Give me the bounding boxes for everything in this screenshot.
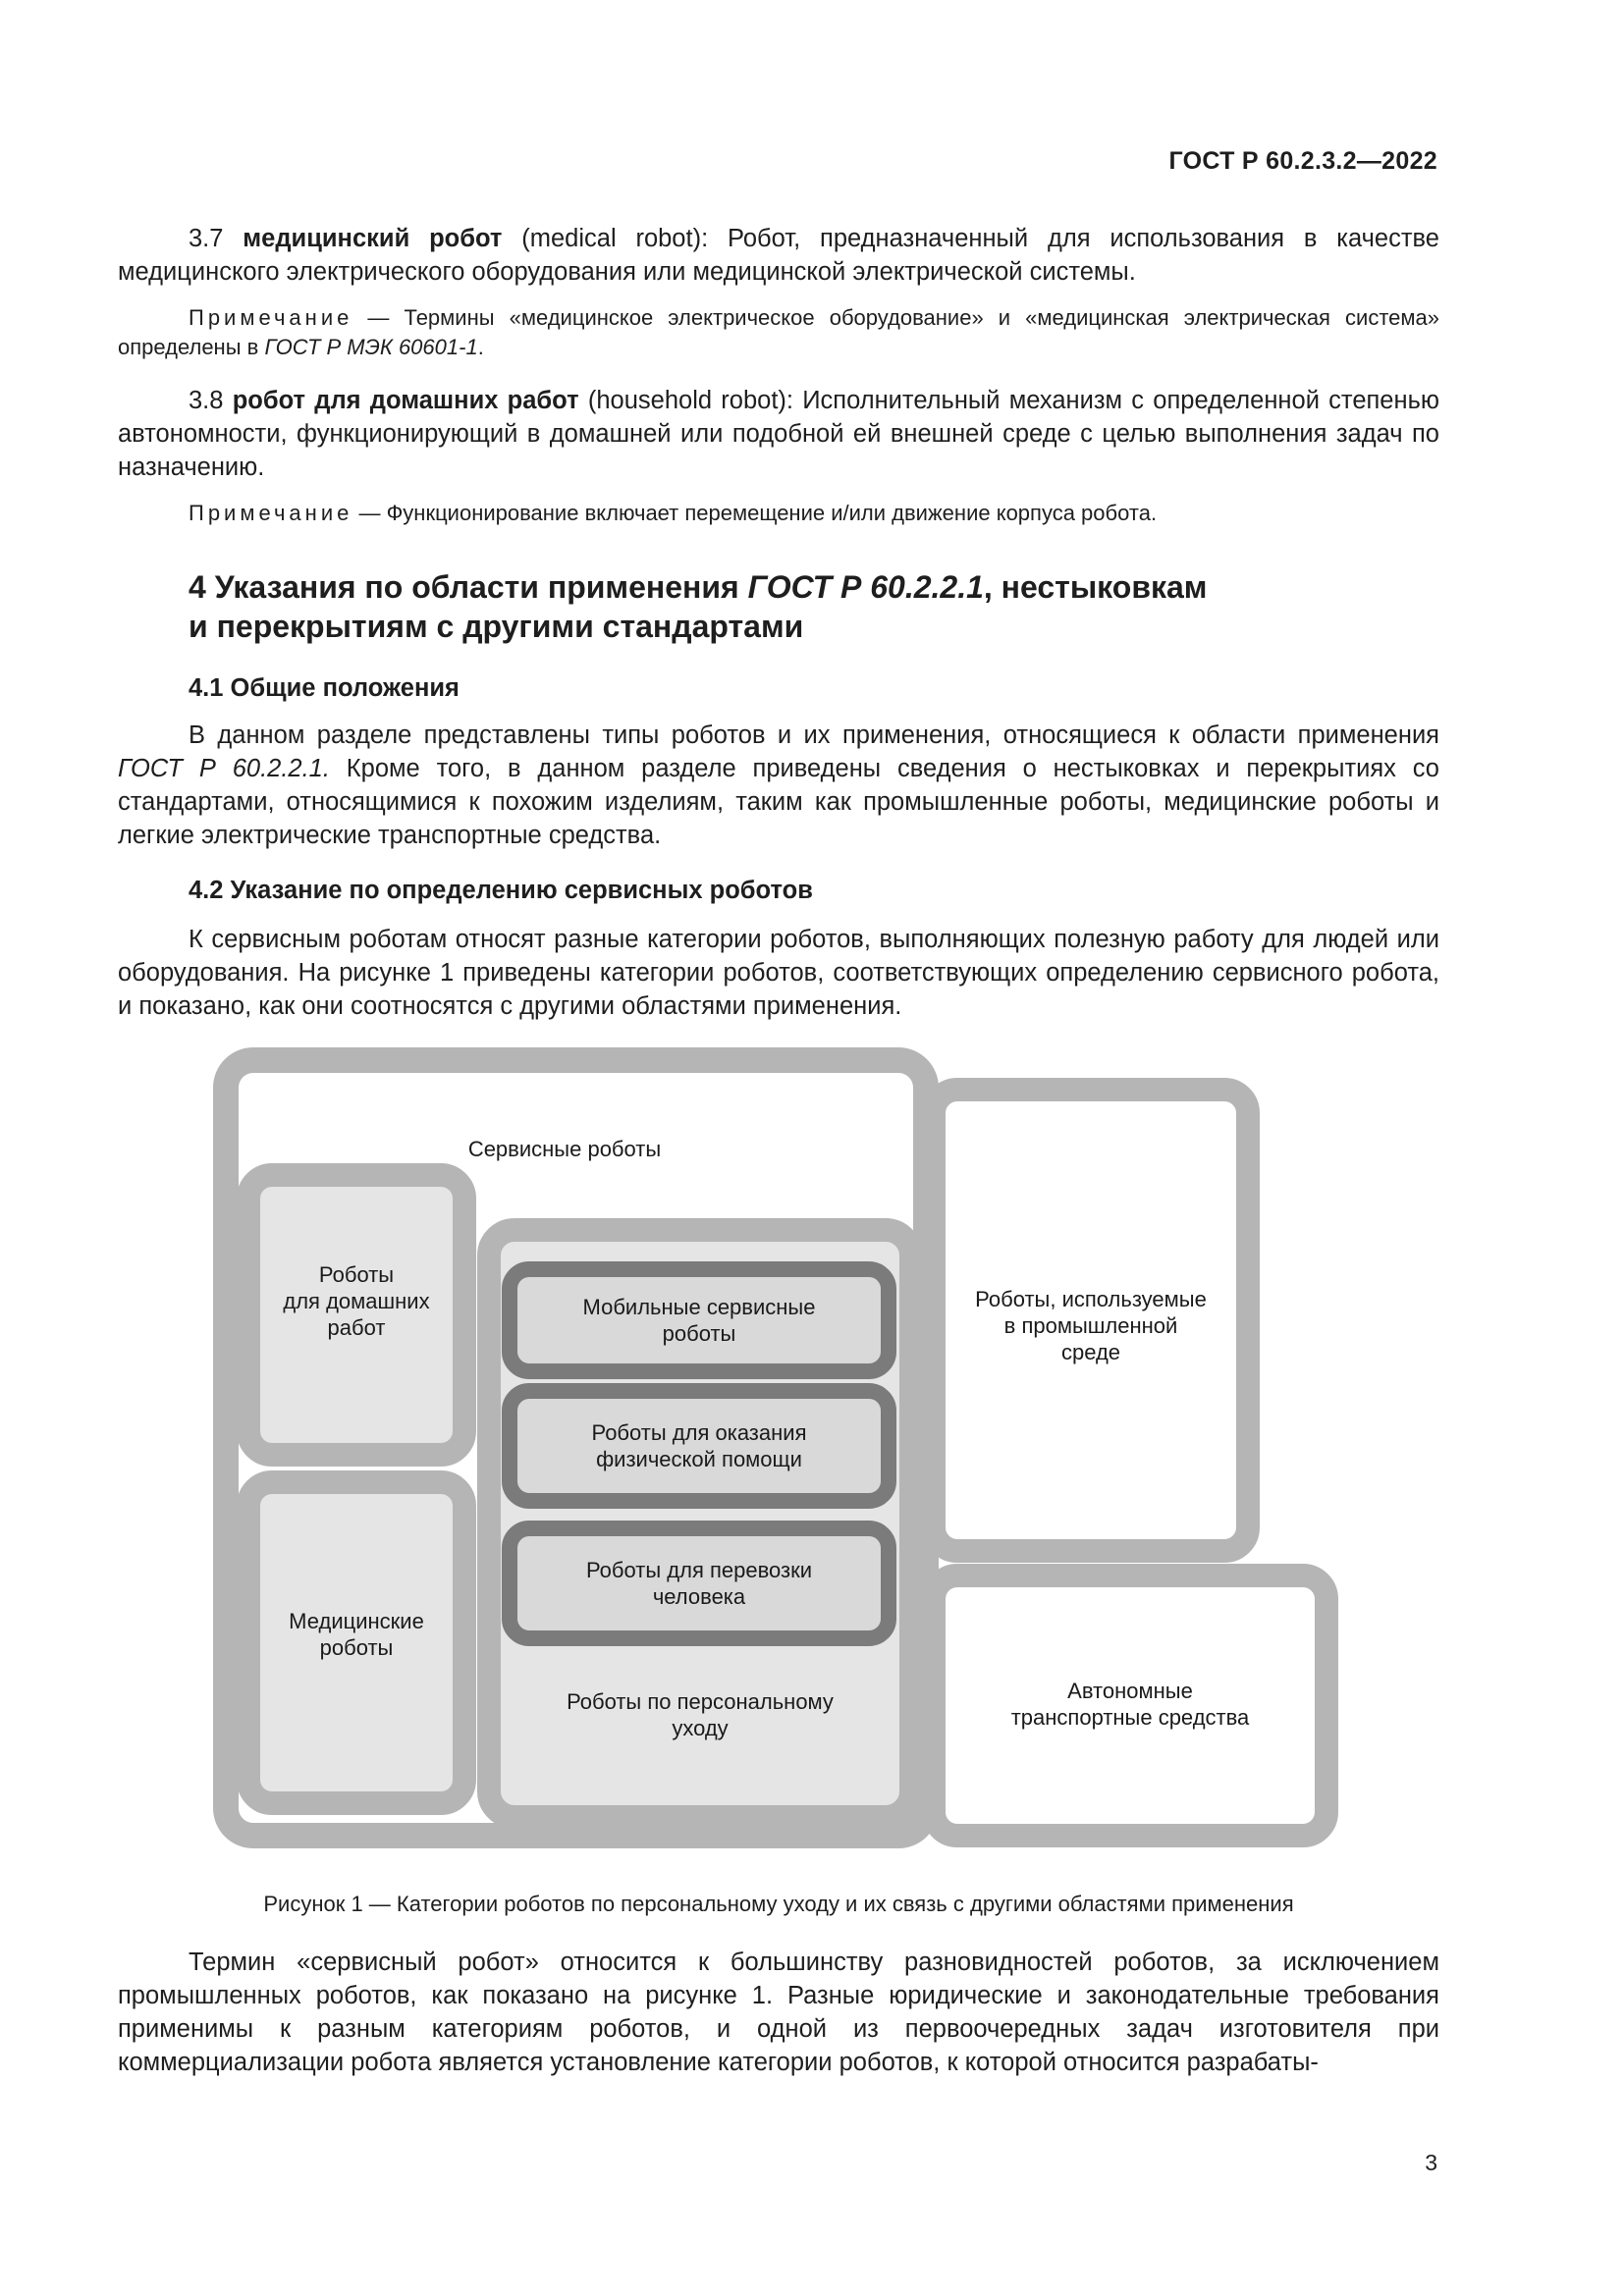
label-mobile-service-robots [515,1291,883,1350]
label-line: уходу [672,1716,729,1740]
page-number: 3 [1425,2150,1437,2175]
label-line: Роботы, используемые [975,1286,1207,1311]
subsection-title: 4.1 Общие положения [189,674,460,702]
definition-term-english: (household robot) [587,387,786,414]
note-label: Примечание [189,501,353,525]
label-text: Сервисные роботы [467,1136,662,1161]
label-medical-robots [250,1605,462,1664]
definition-term: медицинский робот [243,225,503,252]
note-3-8 [118,499,1439,528]
note-3-7 [118,303,1439,362]
subsection-4-2-text [118,923,1439,1023]
label-line: Роботы для оказания [591,1420,807,1445]
definition-text: : Исполнительный механизм с определенной степенью автономности, функционирующий в домашней или подобной ей внешней среде с целью выполнения задач по назначению. [118,387,1439,481]
label-line: работ [327,1314,386,1340]
paragraph-text: Термин «сервисный робот» относится к большинству разновидностей роботов, за исключением промышленных роботов, как показано на рисунке 1. Разные юридические и законодательные требования применимы к разным категориям роботов, и одной из первоочередных задач изготовителя при коммерциализации робота является установление категории роботов, к которой относится разрабаты- [118,1949,1439,2076]
paragraph-reference: ГОСТ Р 60.2.2.1. [118,755,330,782]
label-line: роботы [662,1321,736,1346]
heading-text: 4 Указания по области применения [189,569,748,605]
label-household-robots [250,1256,462,1345]
definition-number: 3.7 [189,225,224,252]
label-line: роботы [319,1635,394,1660]
heading-line-2: и перекрытиям с другими стандартами [189,609,804,644]
definition-number: 3.8 [189,387,224,414]
label-line: Мобильные сервисные [582,1295,816,1319]
note-text-end: . [477,335,484,359]
subsection-4-1-text [118,719,1439,852]
label-line: человека [652,1584,746,1609]
label-physical-assistance-robots [515,1416,883,1475]
heading-text-end: , нестыковкам [983,569,1208,605]
subsection-4-2-title [118,874,1439,907]
definition-3-8 [118,384,1439,484]
note-text: — Термины «медицинское электрическое оборудование» и «медицинская электрическая система» определены в [118,305,1439,359]
paragraph-service-robot-term [118,1946,1439,2079]
figure-caption: Рисунок 1 — Категории роботов по персональному уходу и их связь с другими областями применения [263,1892,1294,1916]
label-line: Автономные [1067,1679,1193,1703]
paragraph-text: В данном разделе представлены типы роботов и их применения, относящиеся к области применения [189,721,1439,749]
subsection-title: 4.2 Указание по определению сервисных роботов [189,877,813,904]
label-line: Роботы [318,1261,395,1287]
label-line: физической помощи [596,1447,802,1471]
note-reference: ГОСТ Р МЭК 60601-1 [264,335,478,359]
figure-robot-categories [211,1045,1350,1850]
definition-text: : Робот, предназначенный для использования в качестве медицинского электрического оборудования или медицинской электрической системы. [118,225,1439,286]
standard-code-header: ГОСТ Р 60.2.3.2—2022 [1168,147,1437,175]
paragraph-text-end: Кроме того, в данном разделе приведены сведения о нестыковках и перекрытиях со стандартами, относящимися к похожим изделиям, таким как промышленные роботы, медицинские роботы и легкие электрические транспортные средства. [118,755,1439,849]
note-text: — Функционирование включает перемещение и/или движение корпуса робота. [352,501,1158,525]
label-line: Роботы для перевозки [585,1558,813,1582]
label-service-robots [417,1129,712,1168]
label-line: среде [1060,1339,1121,1364]
section-4-heading [118,567,1439,646]
heading-reference: ГОСТ Р 60.2.2.1 [747,569,984,605]
definition-term: робот для домашних работ [232,387,579,414]
subsection-4-1-title [118,671,1439,705]
label-person-carrier-robots [515,1554,883,1613]
label-industrial-robots [947,1281,1234,1369]
label-personal-care-robots [506,1685,894,1744]
definition-3-7 [118,222,1439,289]
label-line: Роботы по персональному [567,1689,834,1714]
label-autonomous-vehicles [947,1675,1313,1734]
label-line: транспортные средства [1010,1705,1250,1730]
paragraph-text: К сервисным роботам относят разные категории роботов, выполняющих полезную работу для людей или оборудования. На рисунке 1 приведены категории роботов, соответствующих определению сервисного робота, и показано, как они соотносятся с другими областями применения. [118,926,1439,1020]
definition-term-english: (medical robot) [521,225,702,252]
note-label: Примечание [189,305,353,330]
label-line: для домашних [283,1288,430,1313]
label-line: в промышленной [1003,1312,1178,1338]
label-line: Медицинские [289,1609,424,1633]
